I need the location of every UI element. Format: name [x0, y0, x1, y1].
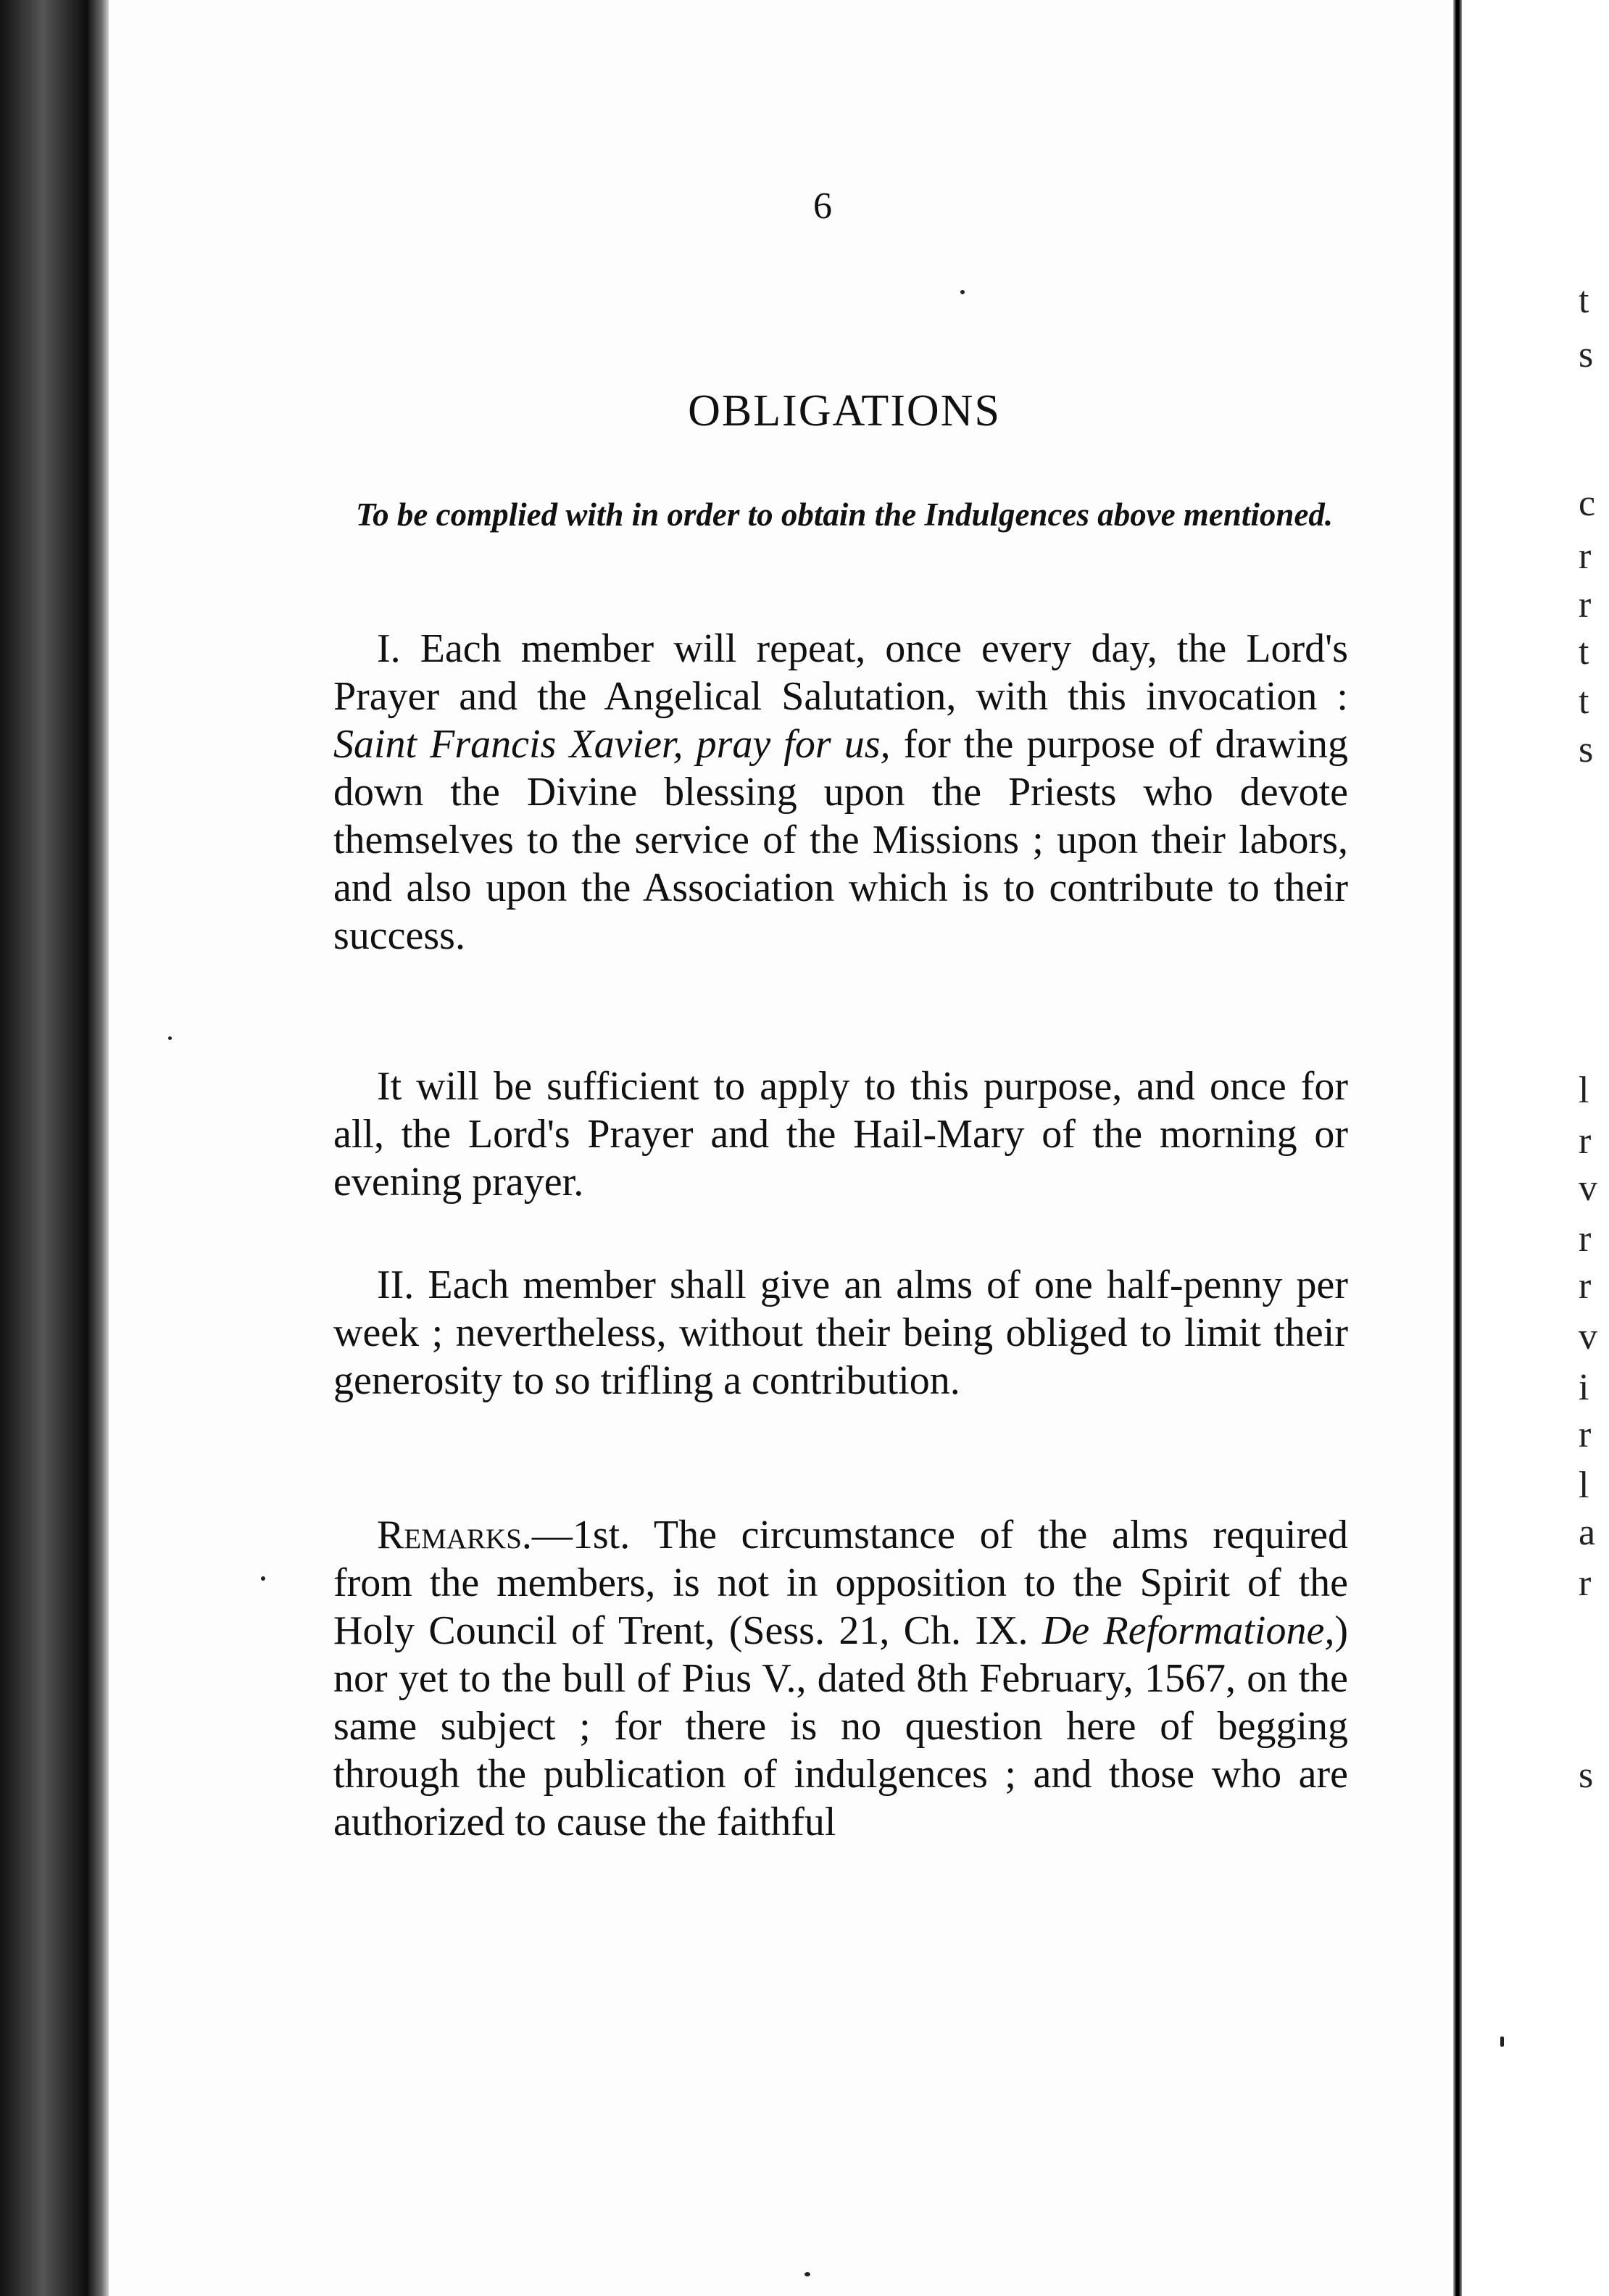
- facing-page-glyph: r: [1579, 1563, 1592, 1604]
- section-subheading: To be complied with in order to obtain the Indulgences above mentioned.: [355, 496, 1334, 533]
- facing-page-glyph: t: [1579, 631, 1589, 673]
- scan-speck: [804, 2272, 810, 2276]
- paragraph-one-text-a: I. Each member will repeat, once every day, the Lord's Prayer and the Angelical Salutation, with this invocation :: [333, 626, 1348, 719]
- paragraph-obligation-two: II. Each member shall give an alms of one half-penny per week ; nevertheless, without their being obliged to limit their generosity to so trifling a contribution.: [333, 1263, 1348, 1403]
- facing-page-glyph: v: [1579, 1168, 1597, 1209]
- facing-page-glyph: s: [1579, 1755, 1594, 1796]
- page-number: 6: [813, 186, 832, 227]
- invocation-text: Saint Francis Xavier, pray for us,: [333, 722, 891, 767]
- facing-page-glyph: l: [1579, 1070, 1589, 1111]
- paragraph-one-text-b: for the purpose of drawing down the Divine blessing upon the Priests who devote themselves to the service of the Missions ; upon their labors, and also upon the Association which is to contribute to their success.: [333, 722, 1348, 958]
- remarks-text-a: —1st. The circumstance of the alms required from the members, is not in opposition to the Spirit of the Holy Council of Trent, (Sess. 21, Ch. IX.: [333, 1513, 1348, 1653]
- remarks-label: Remarks.: [377, 1513, 532, 1557]
- book-binding-edge: [0, 0, 109, 2296]
- facing-page-glyph: t: [1579, 280, 1589, 321]
- paragraph-obligation-one: [333, 625, 1348, 960]
- facing-page-glyph: r: [1579, 1265, 1592, 1307]
- facing-page-glyph: r: [1579, 1218, 1592, 1260]
- facing-page-glyph: v: [1579, 1316, 1597, 1357]
- facing-page-glyph: r: [1579, 584, 1592, 625]
- facing-page-glyph: l: [1579, 1465, 1589, 1506]
- facing-page-glyph: s: [1579, 729, 1594, 770]
- facing-page-glyph: s: [1579, 334, 1594, 375]
- facing-page-glyph: r: [1579, 1120, 1592, 1162]
- facing-page-glyph: r: [1579, 1414, 1592, 1455]
- facing-page-glyph: r: [1579, 536, 1592, 577]
- remarks-italic-title: De Reformatione,: [1042, 1608, 1335, 1653]
- facing-page-glyph: c: [1579, 483, 1596, 524]
- section-heading: OBLIGATIONS: [688, 386, 1001, 436]
- paragraph-prayer-note: It will be sufficient to apply to this purpose, and once for all, the Lord's Prayer and the Hail-Mary of the morning or evening prayer.: [333, 1064, 1348, 1205]
- scan-speck: [960, 290, 965, 294]
- page-gutter-line: [1453, 0, 1462, 2296]
- facing-page-glyph: a: [1579, 1512, 1596, 1553]
- scan-speck: [261, 1576, 265, 1581]
- paragraph-remarks: [333, 1511, 1348, 1846]
- scan-speck: [168, 1036, 172, 1040]
- remarks-text-b: ) nor yet to the bull of Pius V., dated 8th February, 1567, on the same subject ; for there is no question here of begging through the publication of indulgences ; and those who are authorized to cause the faithful: [333, 1608, 1349, 1844]
- scan-speck: [1500, 2037, 1504, 2047]
- facing-page-glyph: t: [1579, 681, 1589, 722]
- facing-page-glyph: i: [1579, 1367, 1589, 1408]
